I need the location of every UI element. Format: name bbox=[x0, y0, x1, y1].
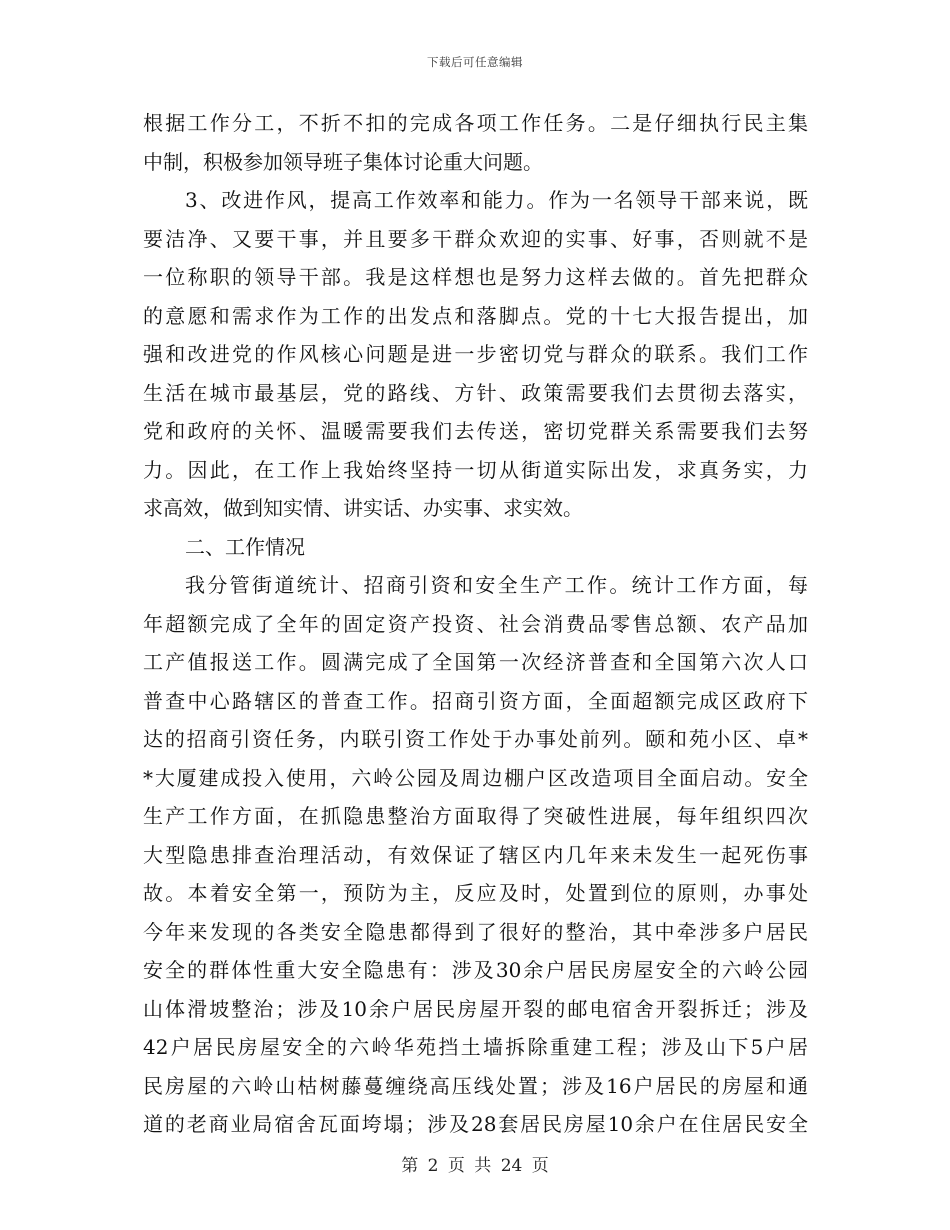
text-line: 今年来发现的各类安全隐患都得到了很好的整治，其中牵涉多户居民 bbox=[143, 919, 808, 944]
text-line: 强和改进党的作风核心问题是进一步密切党与群众的联系。我们工作 bbox=[143, 342, 808, 366]
page-footer: 第 2 页 共 24 页 bbox=[401, 1156, 549, 1176]
text-line: 中制，积极参加领导班子集体讨论重大问题。 bbox=[143, 149, 543, 174]
text-line: 要洁净、又要干事，并且要多干群众欢迎的实事、好事，否则就不是 bbox=[143, 226, 808, 251]
text-line: 一位称职的领导干部。我是这样想也是努力这样去做的。首先把群众 bbox=[143, 265, 808, 289]
text-line: 力。因此，在工作上我始终坚持一切从街道实际出发，求真务实，力 bbox=[143, 457, 808, 482]
text-line: 生活在城市最基层，党的路线、方针、政策需要我们去贯彻去落实， bbox=[143, 380, 808, 405]
text-line: 年超额完成了全年的固定资产投资、社会消费品零售总额、农产品加 bbox=[143, 611, 808, 636]
text-line: 故。本着安全第一，预防为主，反应及时，处置到位的原则，办事处 bbox=[143, 881, 808, 905]
text-line: 的意愿和需求作为工作的出发点和落脚点。党的十七大报告提出，加 bbox=[143, 303, 808, 328]
text-line: 达的招商引资任务，内联引资工作处于办事处前列。颐和苑小区、卓* bbox=[143, 727, 808, 751]
text-line: 道的老商业局宿舍瓦面垮塌；涉及28套居民房屋10余户在住居民安全 bbox=[143, 1112, 808, 1136]
text-line: 党和政府的关怀、温暖需要我们去传送，密切党群关系需要我们去努 bbox=[143, 419, 808, 443]
text-line: 普查中心路辖区的普查工作。招商引资方面，全面超额完成区政府下 bbox=[143, 688, 808, 713]
text-line: 安全的群体性重大安全隐患有：涉及30余户居民房屋安全的六岭公园 bbox=[143, 958, 808, 982]
text-line: 大型隐患排查治理活动，有效保证了辖区内几年来未发生一起死伤事 bbox=[143, 842, 808, 867]
text-line: 山体滑坡整治；涉及10余户居民房屋开裂的邮电宿舍开裂拆迁；涉及 bbox=[143, 996, 808, 1021]
text-line: 42户居民房屋安全的六岭华苑挡土墙拆除重建工程；涉及山下5户居 bbox=[143, 1035, 808, 1059]
page-header: 下载后可任意编辑 bbox=[427, 55, 523, 69]
text-line: 我分管街道统计、招商引资和安全生产工作。统计工作方面，每 bbox=[185, 573, 808, 597]
text-line: 求高效，做到知实情、讲实话、办实事、求实效。 bbox=[143, 496, 583, 520]
text-line: *大厦建成投入使用，六岭公园及周边棚户区改造项目全面启动。安全 bbox=[143, 765, 808, 790]
text-line: 生产工作方面，在抓隐患整治方面取得了突破性进展，每年组织四次 bbox=[143, 804, 808, 828]
text-line: 二、工作情况 bbox=[185, 534, 305, 559]
text-line: 3、改进作风，提高工作效率和能力。作为一名领导干部来说，既 bbox=[185, 188, 808, 212]
text-line: 工产值报送工作。圆满完成了全国第一次经济普查和全国第六次人口 bbox=[143, 650, 808, 674]
text-line: 根据工作分工，不折不扣的完成各项工作任务。二是仔细执行民主集 bbox=[143, 111, 808, 135]
body-text bbox=[143, 104, 808, 1144]
text-line: 民房屋的六岭山枯树藤蔓缠绕高压线处置；涉及16户居民的房屋和通 bbox=[143, 1073, 808, 1098]
